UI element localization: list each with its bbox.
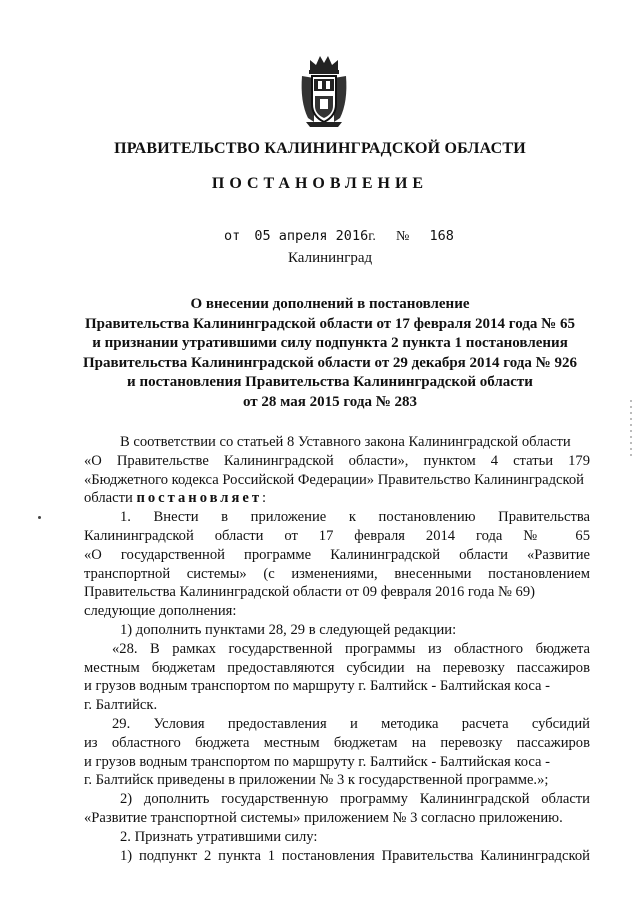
number-sign: № bbox=[396, 229, 410, 244]
paragraph-2: 2. Признать утратившими силу: bbox=[120, 828, 318, 845]
subparagraph-1: 1) дополнить пунктами 28, 29 в следующей редакции: bbox=[120, 621, 457, 638]
clause-29-line: 29. Условия предоставления и методика расчета субсидий bbox=[112, 715, 590, 732]
title-line: О внесении дополнений в постановление bbox=[190, 296, 470, 312]
title-line: Правительства Калининградской области от 29 декабря 2014 года № 926 bbox=[83, 354, 577, 371]
preamble-colon: : bbox=[262, 490, 267, 507]
title-line: Правительства Калининградской области от 17 февраля 2014 года № 65 bbox=[85, 315, 575, 332]
city: Калининград bbox=[288, 250, 373, 266]
document-body bbox=[84, 433, 590, 865]
scan-dot-mark bbox=[38, 516, 41, 519]
clause-29-line: из областного бюджета местным бюджетам на перевозку пассажиров bbox=[84, 734, 590, 751]
date-suffix: г. bbox=[368, 229, 376, 244]
preamble-line: В соответствии со статьей 8 Уставного закона Калининградской области bbox=[120, 434, 571, 450]
government-title: ПРАВИТЕЛЬСТВО КАЛИНИНГРАДСКОЙ ОБЛАСТИ bbox=[114, 140, 526, 157]
paragraph-2-subitem: 1) подпункт 2 пункта 1 постановления Правительства Калининградской bbox=[120, 847, 590, 864]
title-line: от 28 мая 2015 года № 283 bbox=[242, 393, 418, 410]
subparagraph-2-line: 2) дополнить государственную программу Калининградской области bbox=[120, 791, 590, 808]
clause-28-line: и грузов водным транспортом по маршруту г. Балтийск - Балтийская коса - bbox=[84, 678, 551, 695]
document-type: ПОСТАНОВЛЕНИЕ bbox=[211, 175, 429, 192]
clause-29-line: г. Балтийск приведены в приложении № 3 к государственной программе.»; bbox=[84, 772, 549, 789]
paragraph-1-line: Калининградской области от 17 февраля 2014 года № 65 bbox=[84, 527, 590, 544]
document-title bbox=[70, 295, 590, 413]
preamble-line: «О Правительстве Калининградской области», пунктом 4 статьи 179 bbox=[84, 452, 590, 469]
resolves-word: постановляет bbox=[136, 490, 263, 507]
preamble-word: области bbox=[84, 490, 133, 507]
title-line: и постановления Правительства Калининградской области bbox=[127, 374, 533, 391]
date-number-line bbox=[224, 228, 454, 245]
kaliningrad-coat-of-arms-icon bbox=[298, 52, 350, 128]
paragraph-1-line: «О государственной программе Калининградской области «Развитие bbox=[84, 546, 590, 563]
clause-28-line: местным бюджетам предоставляются субсидии на перевозку пассажиров bbox=[84, 659, 590, 676]
title-line: и признании утратившими силу подпункта 2 пункта 1 постановления bbox=[92, 335, 568, 352]
preamble-line bbox=[84, 489, 590, 508]
scan-edge-mark bbox=[628, 400, 634, 460]
paragraph-1-line: Правительства Калининградской области от 09 февраля 2016 года № 69) bbox=[84, 584, 536, 601]
clause-28-line: «28. В рамках государственной программы из областного бюджета bbox=[112, 640, 590, 657]
preamble-line: «Бюджетного кодекса Российской Федерации» Правительство Калининградской bbox=[84, 471, 584, 488]
paragraph-1-line: следующие дополнения: bbox=[84, 603, 237, 620]
clause-29-line: и грузов водным транспортом по маршруту г. Балтийск - Балтийская коса - bbox=[84, 753, 551, 770]
paragraph-1-line: транспортной системы» (с изменениями, внесенными постановлением bbox=[84, 565, 590, 582]
document-date: 05 апреля 2016 bbox=[254, 228, 369, 244]
document-number: 168 bbox=[429, 228, 454, 244]
paragraph-1-line: 1. Внести в приложение к постановлению Правительства bbox=[120, 509, 590, 526]
clause-28-line: г. Балтийск. bbox=[84, 697, 158, 714]
date-prefix: от bbox=[224, 228, 241, 244]
subparagraph-2-line: «Развитие транспортной системы» приложением № 3 согласно приложению. bbox=[84, 809, 563, 826]
